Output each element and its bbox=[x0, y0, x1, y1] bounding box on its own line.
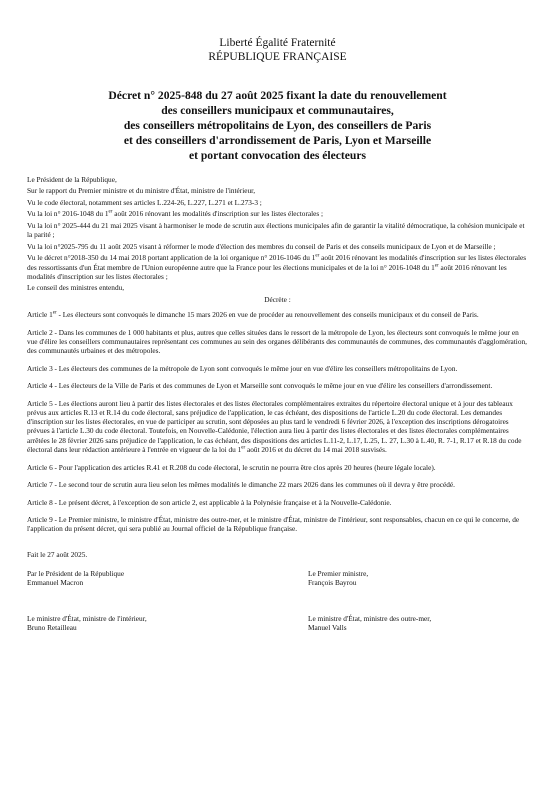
title-line: et portant convocation des électeurs bbox=[188, 149, 367, 162]
text-part: août 2016 rénovant les modalités d'inscription sur les listes électorales ; bbox=[27, 262, 507, 281]
text-part: août 2016 et du décret du 14 mai 2018 susvisés. bbox=[245, 445, 387, 455]
superscript: er bbox=[52, 310, 57, 316]
republic-name: RÉPUBLIQUE FRANÇAISE bbox=[208, 51, 347, 63]
superscript: er bbox=[108, 210, 113, 216]
republic-motto: Liberté Égalité Fraternité bbox=[219, 37, 336, 49]
article-5 bbox=[27, 399, 528, 455]
decrete-heading: Décrète : bbox=[264, 294, 291, 304]
article-8: Article 8 - Le présent décret, à l'exception de son article 2, est applicable à la Polynésie française et à la Nouvelle-Calédonie. bbox=[27, 497, 392, 507]
signatures bbox=[27, 569, 528, 633]
signatory-name: Bruno Retailleau bbox=[27, 623, 77, 633]
preamble-vu-loi-2016 bbox=[27, 209, 528, 218]
superscript: er bbox=[241, 445, 246, 451]
articles bbox=[27, 310, 528, 534]
signature-date: Fait le 27 août 2025. bbox=[27, 549, 88, 559]
signatory-name: Emmanuel Macron bbox=[27, 578, 84, 588]
title-line: Décret n° 2025-848 du 27 août 2025 fixant la date du renouvellement bbox=[108, 89, 447, 102]
title-line: des conseillers métropolitains de Lyon, des conseillers de Paris bbox=[123, 119, 432, 132]
text-part: Vu la loi n° 2016-1048 du 1 bbox=[27, 209, 109, 219]
text-part: Article 1 bbox=[27, 310, 53, 320]
signatory-role: Par le Président de la République bbox=[27, 568, 125, 578]
article-3: Article 3 - Les électeurs des communes de la métropole de Lyon sont convoqués le même jour en vue d'élire les conseillers métropolitains de Lyon. bbox=[27, 363, 458, 373]
preamble-vu-code: Vu le code électoral, notamment ses articles L.224-26, L.227, L.271 et L.273-3 ; bbox=[27, 197, 262, 207]
superscript: er bbox=[434, 263, 439, 269]
preamble-vu-loi-2025-795: Vu la loi n°2025-795 du 11 août 2025 visant à réformer le mode d'élection des membres du conseil de Paris et des conseils municipaux de Lyon et de Marseille ; bbox=[27, 241, 496, 251]
preamble-vu-loi-2025-444: Vu la loi n° 2025-444 du 21 mai 2025 visant à harmoniser le mode de scrutin aux élections municipales afin de garantir la vitalité démocratique, la cohésion municipale et la parité ; bbox=[27, 220, 525, 240]
title-line: des conseillers municipaux et communautaires, bbox=[161, 104, 394, 117]
signature-prime-minister bbox=[308, 569, 528, 588]
signatory-role: Le ministre d'État, ministre de l'intérieur, bbox=[27, 613, 147, 623]
signature-interior-minister bbox=[27, 614, 307, 633]
article-6: Article 6 - Pour l'application des articles R.41 et R.208 du code électoral, le scrutin ne pourra être clos après 20 heures (heure légale locale). bbox=[27, 462, 436, 472]
article-9: Article 9 - Le Premier ministre, le ministre d'État, ministre des outre-mer, et le ministre d'État, ministre de l'intérieur, sont responsables, chacun en ce qui le concerne, de l'application du présent décret, qui sera publié au Journal officiel de la République française. bbox=[27, 515, 520, 534]
preamble-conseil: Le conseil des ministres entendu, bbox=[27, 283, 125, 293]
superscript: er bbox=[315, 253, 320, 259]
signature-overseas-minister bbox=[308, 614, 528, 633]
preamble-rapport: Sur le rapport du Premier ministre et du ministre d'État, ministre de l'intérieur, bbox=[27, 186, 256, 196]
text-part: Vu le décret n°2018-350 du 14 mai 2018 portant application de la loi organique n° 2016-1046 du 1 bbox=[27, 253, 316, 263]
preamble-vu-decret-2018 bbox=[27, 253, 528, 281]
text-part: août 2016 rénovant les modalités d'inscription sur les listes électorales ; bbox=[112, 209, 324, 219]
signature-president bbox=[27, 569, 307, 588]
decree-title bbox=[27, 88, 528, 163]
article-4: Article 4 - Les électeurs de la Ville de Paris et des communes de Lyon et Marseille sont convoqués le même jour en vue d'élire les conseillers d'arrondissement. bbox=[27, 381, 493, 391]
text-part: - Les électeurs sont convoqués le dimanche 15 mars 2026 en vue de procéder au renouvellement des conseils municipaux et du conseil de Paris. bbox=[56, 310, 479, 320]
signature-row bbox=[27, 569, 528, 588]
signatory-name: François Bayrou bbox=[308, 578, 357, 588]
signatory-role: Le Premier ministre, bbox=[308, 568, 369, 578]
preamble bbox=[27, 175, 528, 304]
article-2: Article 2 - Dans les communes de 1 000 habitants et plus, autres que celles situées dans le ressort de la métropole de Lyon, les électeurs sont convoqués le même jour en vue d'élire les conseillers communautaires représentant ces communes au sein des organes délibérants des communautés de communes, des communautés d'agglomération, des communautés urbaines et des métropoles. bbox=[27, 327, 527, 356]
text-part: août 2016 rénovant les modalités d'inscription sur les listes électorales des ressortissants d'un État membre de l'Union européenne autre que la France pour les élections municipales et de la loi n° 2016-1048 du 1 bbox=[27, 253, 527, 272]
preamble-president: Le Président de la République, bbox=[27, 175, 117, 184]
article-7: Article 7 - Le second tour de scrutin aura lieu selon les mêmes modalités le dimanche 22 mars 2026 dans les communes où il devra y être procédé. bbox=[27, 480, 455, 490]
article-1 bbox=[27, 310, 528, 319]
title-line: et des conseillers d'arrondissement de Paris, Lyon et Marseille bbox=[123, 134, 432, 147]
text-part: Article 5 - Les élections auront lieu à partir des listes électorales et des listes électorales complémentaires extraites du répertoire électoral unique et à jour des tableaux prévus aux articles R.13 et R.14 du code électoral, sans préjudice de l'application, le cas échéant, des dispositions de l'article L.20 du code électoral. Les demandes d'inscription sur les listes électorales, en vue de participer au scrutin, sont déposées au plus tard le vendredi 6 février 2026, à l'exception des inscriptions dérogatoires prévues à l'article L.30 du code électoral. Toutefois, en Nouvelle-Calédonie, l'élection aura lieu à partir des listes électorales et des listes électorales complémentaires arrêtées le 28 février 2026 sans préjudice de l'application, le cas échéant, des dispositions des articles L.11-2, L.17, L.25, L. 27, L.30 à L.40, R. 7-1, R.17 et R.18 du code électoral dans leur rédaction antérieure à l'entrée en vigueur de la loi du 1 bbox=[27, 398, 522, 455]
signatory-role: Le ministre d'État, ministre des outre-mer, bbox=[308, 613, 432, 623]
signatory-name: Manuel Valls bbox=[308, 623, 347, 633]
signature-row bbox=[27, 614, 528, 633]
